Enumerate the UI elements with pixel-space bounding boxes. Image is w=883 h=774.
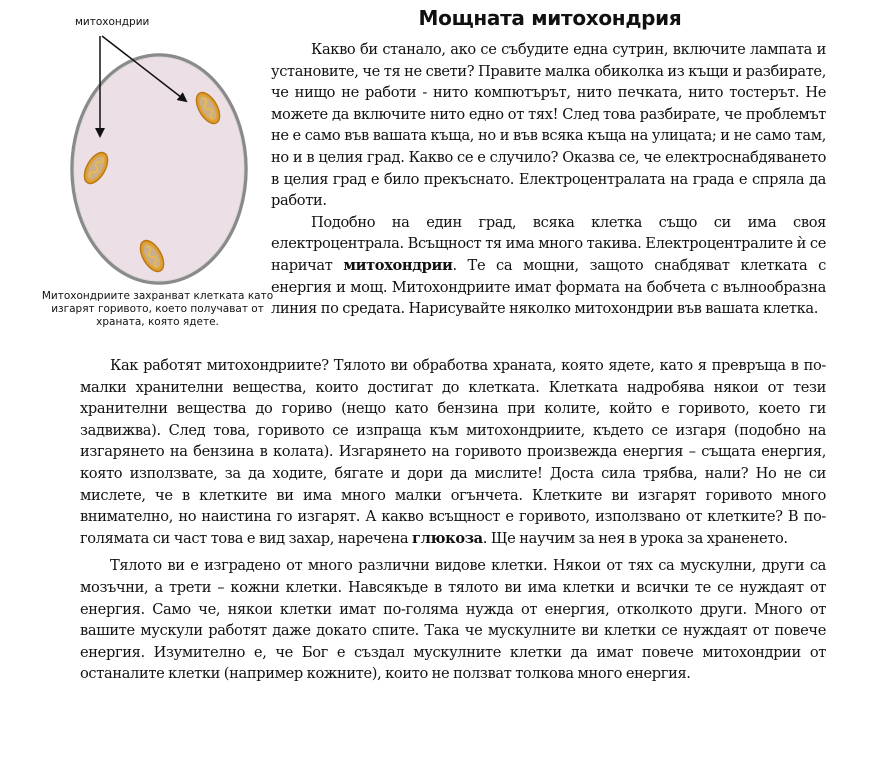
paragraph: Тялото ви е изградено от много различни видове клетки. Някои от тях са мускулни, други са мозъчни, а трети – кожни клетки. Навсякъде в тялото ви има клетки и всички те се нуждаят от енергия. Само че, някои клетки имат по-голяма нужда от енергия, отколкото други. Много от вашите мускули работят даже докато спите. Така че мускулните ви клетки се нуждаят от повече енергия. Изумително е, че Бог е създал мускулните клетки да имат повече митохондрии от останалите клетки (например кожните), които не ползват толкова много енергия. xyxy=(80,557,826,683)
text-span: Как работят митохондриите? Тялото ви обработва храната, която ядете, като я превръща в по-малки хранителни вещества, които достигат до клетката. Клетката надробява някои от тези хранителни вещества до гориво (нещо като бензина при колите, който е горивото, което ги задвижва). След това, горивото се изпраща към митохондриите, където се изгаря (подобно на изгарянето на бензина в колата). Изгарянето на горивото произвежда енергия – същата енергия, която използвате, за да ходите, бягате и дори да мислите! Доста сила трябва, нали? Но не си мислете, че в клетките ви има много малки огънчета. Клетките ви изгарят горивото много внимателно, но наистина го изгарят. А какво всъщност е горивото, използвано от клетките? В по-голямата си част това е вид захар, наречена xyxy=(80,357,826,547)
mitochondria-label: митохондрии xyxy=(75,16,150,28)
figure-caption: Митохондриите захранват клетката като изгарят горивото, което получават от храната, която ядете. xyxy=(41,290,274,328)
bold-term: глюкоза xyxy=(411,529,483,547)
main-column xyxy=(80,355,826,685)
intro-column xyxy=(271,39,826,320)
page-title: Мощната митохондрия xyxy=(418,6,682,30)
bold-term: митохондрии xyxy=(343,256,453,274)
text-span: . Ще научим за нея в урока за храненето. xyxy=(482,529,788,547)
mitochondria-figure xyxy=(40,8,275,348)
text-span: . Те са мощни, защото снабдяват клетката с енергия и мощ. Митохондриите имат формата на бобчета с вълнообразна линия по средата. Нарисувайте няколко митохондрии във вашата клетка. xyxy=(271,256,826,318)
cell-diagram xyxy=(40,8,275,298)
paragraph: Какво би станало, ако се събудите една сутрин, включите лампата и установите, че тя не свети? Правите малка обиколка из къщи и разбирате, че нищо не работи - нито компютърът, нито печката, нито тостерът. Не можете да включите нито едно от тях! След това разбирате, че проблемът не е само във вашата къща, но и във всяка къща на улицата; и не само там, но и в целия град. Какво се е случило? Оказва се, че електроснабдяването в целия град е било прекъснато. Електроцентралата на града е спряла да работи. xyxy=(271,41,826,210)
paragraph xyxy=(80,355,826,549)
text-span: Подобно на един град, всяка клетка също си има своя електроцентрала. Всъщност тя има много такива. Електроцентралите ѝ се наричат xyxy=(271,213,826,274)
paragraph xyxy=(271,212,826,320)
